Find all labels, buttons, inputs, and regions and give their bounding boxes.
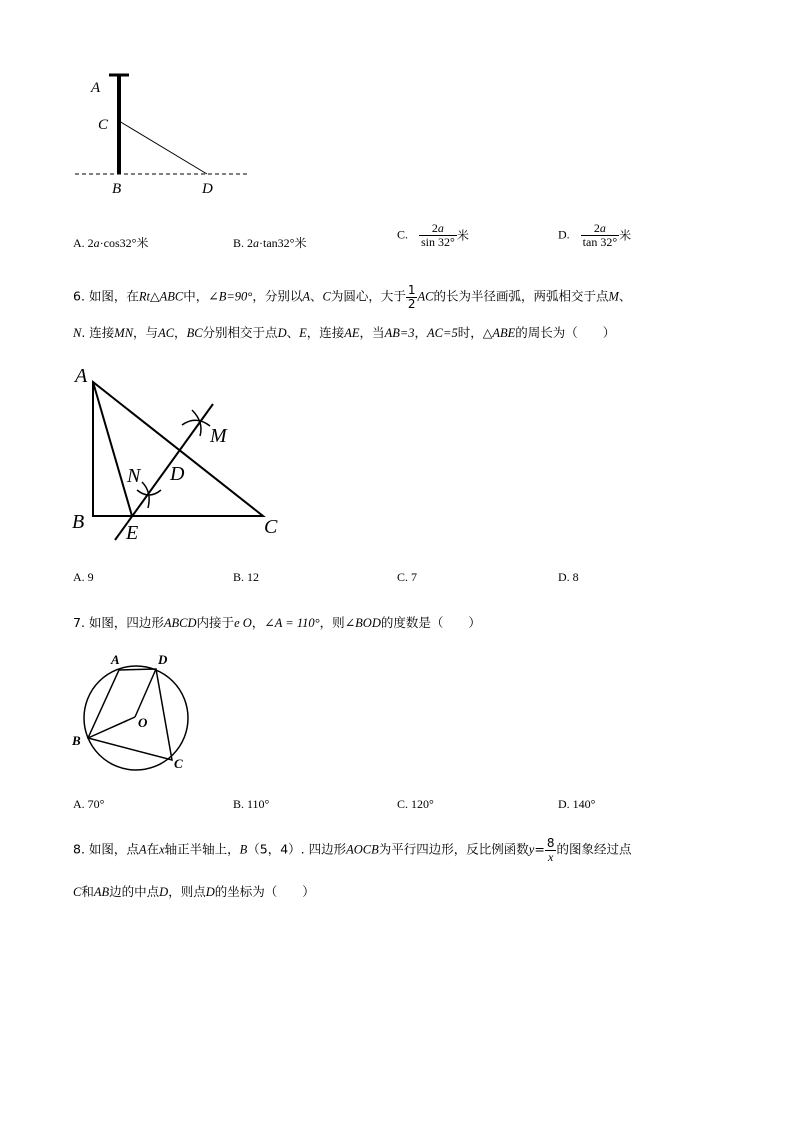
q6-line1: 6. 如图，在Rt△ABC中，∠B=90°，分别以A、C为圆心，大于 $\frac{1}{2}$ AC的长为半径画弧，两弧相交于点M、: [73, 283, 632, 311]
label-A: A: [75, 365, 88, 387]
label-B: B: [72, 733, 81, 748]
q7-option-b: B. 110°: [233, 797, 270, 811]
quadrilateral-ABCD: [88, 669, 172, 760]
q7-option-d: D. 140°: [558, 797, 596, 811]
label-C: C: [264, 516, 278, 538]
q6-option-c: C. 7: [397, 570, 418, 584]
arc-M-1: [182, 420, 210, 426]
q5-option-d: D. $\frac{2a}{\tan 32^\circ}$ 米: [558, 221, 632, 249]
circle-O: [84, 666, 188, 770]
label-D: D: [158, 652, 168, 667]
label-C: C: [98, 117, 109, 133]
q8-line1: 8. 如图，点A在x轴正半轴上，B（5，4）. 四边形AOCB为平行四边形，反比例函数y= $\frac{8}{x}$ 的图象经过点: [73, 836, 632, 864]
q6-option-d: D. 8: [558, 570, 579, 584]
segment-BO: [88, 717, 135, 738]
label-D: D: [170, 463, 185, 485]
segment-CD: [119, 121, 207, 174]
label-N: N: [127, 465, 141, 487]
q5-option-c: C. $\frac{2a}{\sin 32^\circ}$ 米: [397, 221, 469, 249]
q7-option-a: A. 70°: [73, 797, 105, 811]
q7-question: 7. 如图，四边形ABCD内接于e O，∠A = 110°，则∠BOD的度数是（ ）: [73, 615, 481, 630]
q8-line2: C和AB边的中点D，则点D的坐标为（ ）: [73, 884, 315, 899]
label-A: A: [111, 652, 120, 667]
q6-option-b: B. 12: [233, 570, 260, 584]
label-B: B: [72, 511, 85, 533]
q7-figure: [66, 648, 196, 776]
q6-option-a: A. 9: [73, 570, 94, 584]
q6-figure: [70, 360, 290, 550]
segment-AE: [93, 382, 132, 516]
label-M: M: [210, 425, 227, 447]
label-O: O: [138, 715, 148, 730]
q7-option-c: C. 120°: [397, 797, 434, 811]
label-E: E: [126, 522, 139, 544]
q5-option-a: A. 2a·cos32°米: [73, 236, 149, 250]
label-A: A: [91, 80, 101, 96]
label-D: D: [202, 181, 213, 197]
q5-figure: [60, 66, 260, 201]
q6-line2: N. 连接MN，与AC，BC分别相交于点D、E，连接AE，当AB=3，AC=5时，△ABE的周长为（ ）: [73, 325, 616, 340]
triangle-ABC: [93, 382, 263, 516]
label-B: B: [112, 181, 122, 197]
q5-option-b: B. 2a·tan32°米: [233, 236, 307, 250]
label-C: C: [174, 756, 183, 771]
segment-OD: [135, 669, 156, 717]
